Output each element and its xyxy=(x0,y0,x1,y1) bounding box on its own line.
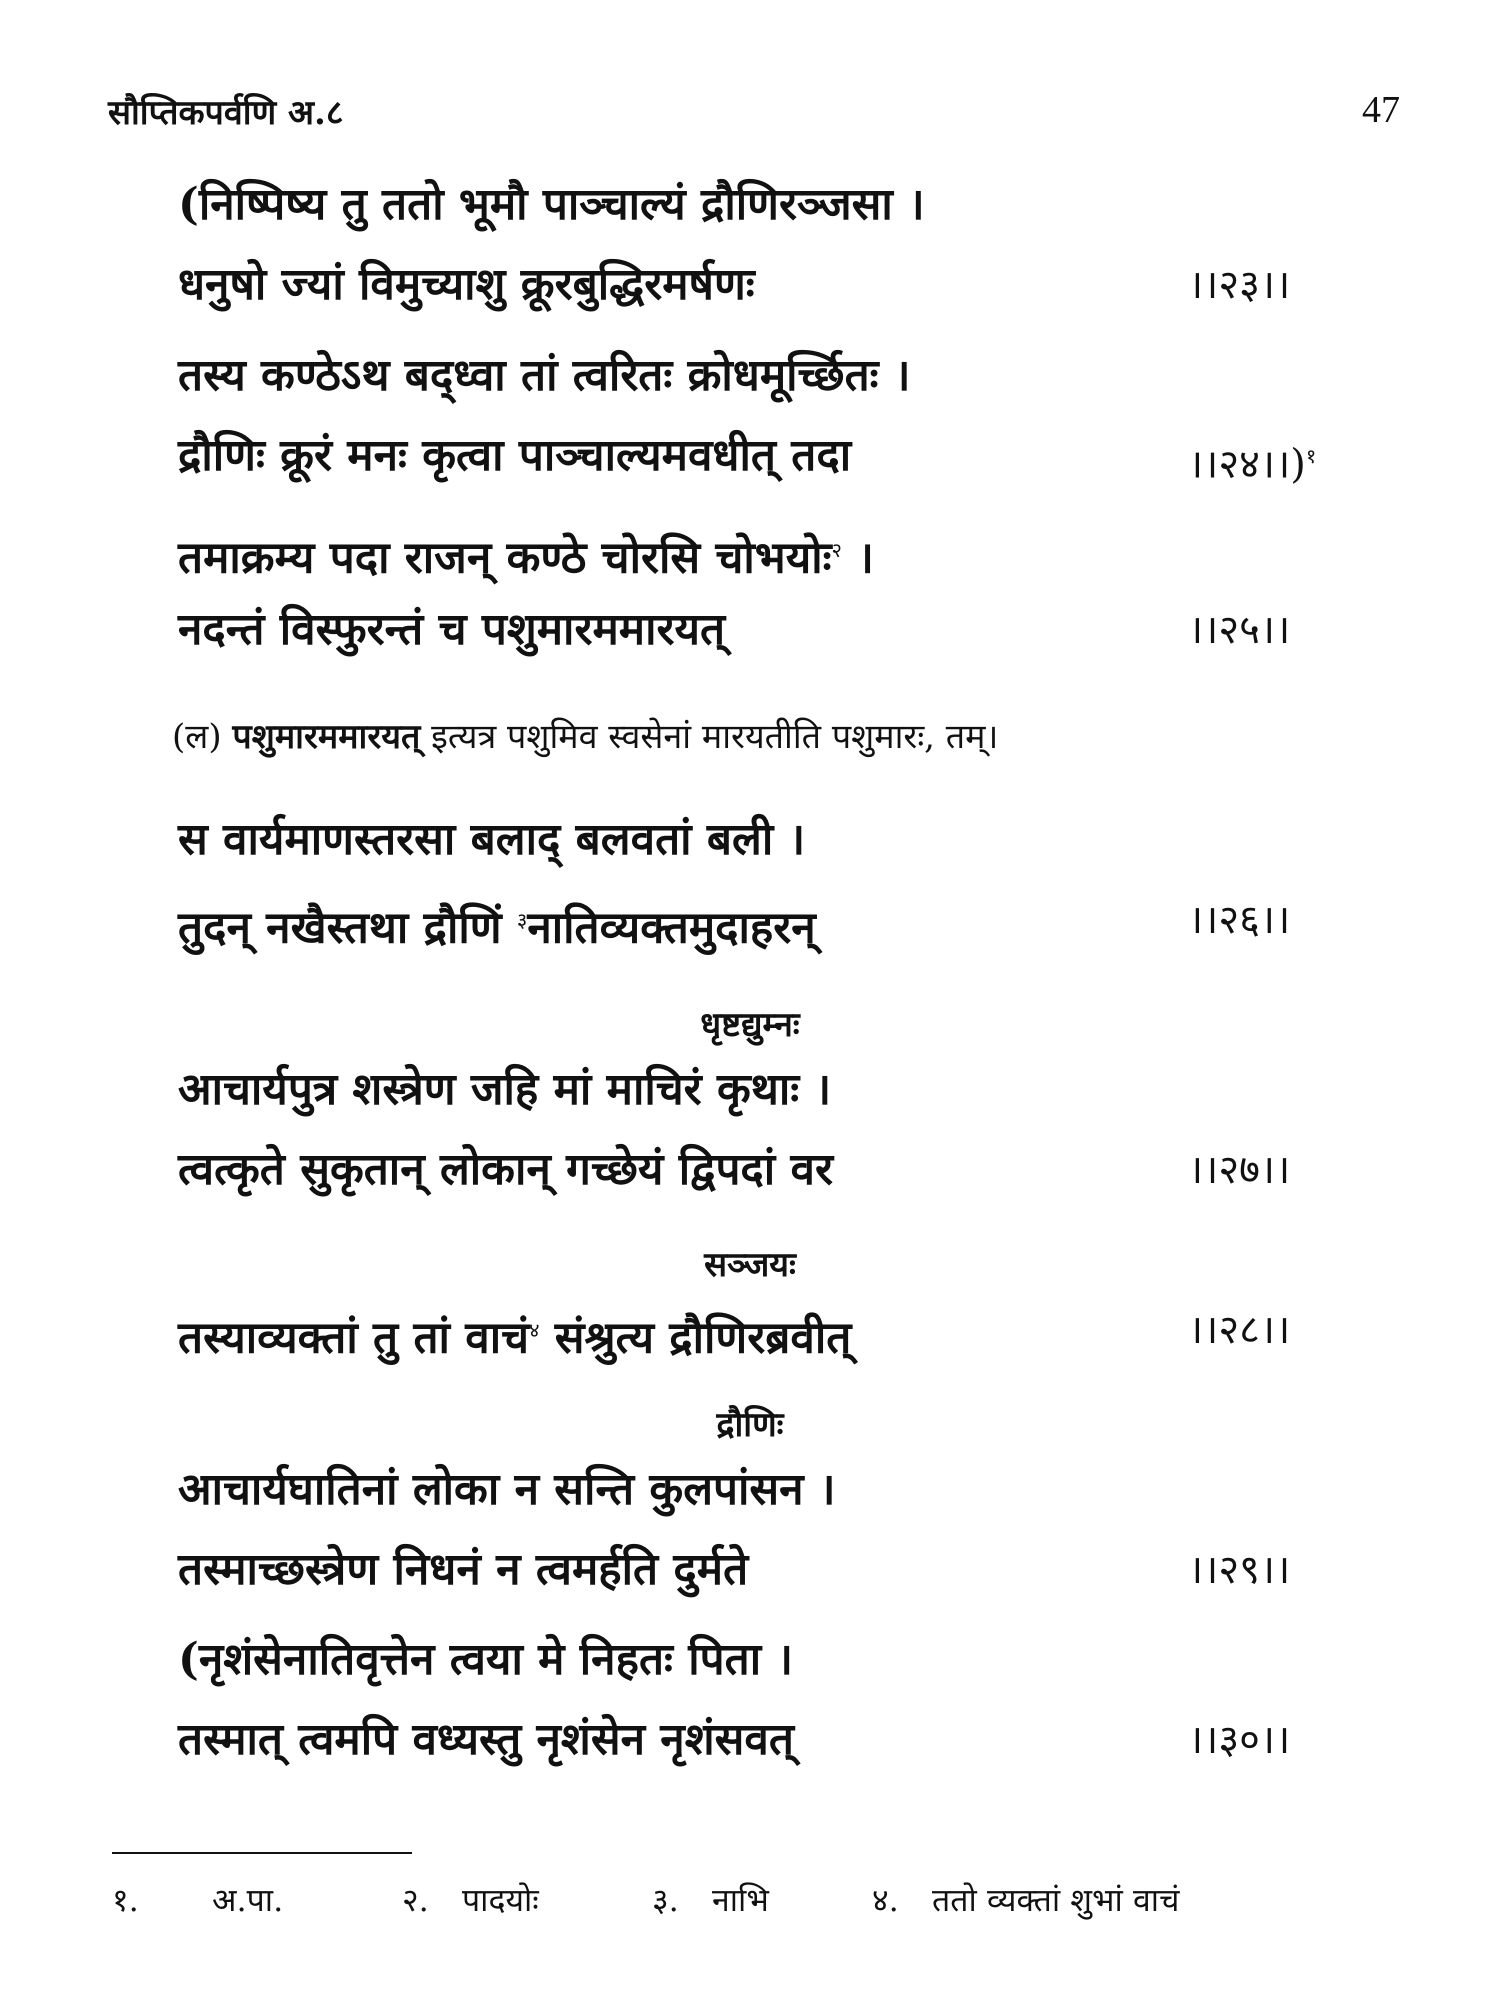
verse-line: आचार्यघातिनां लोका न सन्ति कुलपांसन । xyxy=(178,1464,836,1515)
verse-line: नदन्तं विस्फुरन्तं च पशुमारममारयत् ।।२५।। xyxy=(178,590,1378,670)
verse-line: तस्याव्यक्तां तु तां वाचं$^४$ संश्रुत्य द्रौणिरब्रवीत् ।।२८।। xyxy=(178,1290,1378,1370)
verse-number: ।।२३।। xyxy=(1188,262,1291,308)
verse-line: द्रौणिः क्रूरं मनः कृत्वा पाञ्चाल्यमवधीत् तदा ।।२४।।)$^१$ xyxy=(178,416,1378,496)
verse-30 xyxy=(178,1620,1378,1780)
verse-line: तस्मात् त्वमपि वध्यस्तु नृशंसेन नृशंसवत् ।।३०।। xyxy=(178,1700,1378,1780)
footnote-text: नाभि xyxy=(712,1881,769,1919)
verse-line: तस्माच्छस्त्रेण निधनं न त्वमर्हति दुर्मते ।।२९।। xyxy=(178,1530,1378,1610)
verse-line: (नृशंसेनातिवृत्तेन त्वया मे निहतः पिता । xyxy=(178,1634,794,1685)
verse-number: ।।२७।। xyxy=(1188,1147,1291,1193)
verse-27 xyxy=(178,1050,1378,1210)
verse-number: ।।२९।। xyxy=(1188,1547,1291,1593)
verse-line: आचार्यपुत्र शस्त्रेण जहि मां माचिरं कृथाः । xyxy=(178,1064,832,1115)
verse-26 xyxy=(178,800,1378,960)
footnote-number: ३. xyxy=(652,1881,679,1919)
speaker-dhrishtadyumna: धृष्टद्युम्नः xyxy=(700,1005,800,1045)
verse-line: (निष्पिष्य तु ततो भूमौ पाञ्चाल्यं द्रौणिरञ्जसा । xyxy=(178,179,925,230)
footnote-marker: १ xyxy=(1305,444,1317,468)
commentary-marker: (ल) xyxy=(172,717,222,757)
verse-line: स वार्यमाणस्तरसा बलाद् बलवतां बली । xyxy=(178,814,806,865)
commentary-text: इत्यत्र पशुमिव स्वसेनां मारयतीति पशुमारः, तम्। xyxy=(431,717,999,757)
commentary-keyword: पशुमारममारयत् xyxy=(232,717,421,757)
footnote-marker: २ xyxy=(831,538,842,562)
verse-28 xyxy=(178,1290,1378,1370)
verse-line: तुदन् नखैस्तथा द्रौणिं $^३$नातिव्यक्तमुदाहरन् ।।२६।। xyxy=(178,880,1378,960)
verse-number: ।।२८।। xyxy=(1188,1307,1291,1353)
footnote-number: २. xyxy=(402,1881,429,1919)
commentary-note xyxy=(172,712,998,758)
footnote-divider xyxy=(112,1852,412,1854)
verse-25 xyxy=(178,510,1378,670)
verse-line: धनुषो ज्यां विमुच्याशु क्रूरबुद्धिरमर्षणः ।।२३।। xyxy=(178,245,1378,325)
footnote-text: पादयोः xyxy=(462,1881,539,1919)
footnote-marker: ३ xyxy=(516,908,528,932)
footnote-text: अ.पा. xyxy=(212,1881,284,1919)
verse-line: तमाक्रम्य पदा राजन् कण्ठे चोरसि चोभयोः$^२$ । xyxy=(178,532,874,584)
verse-number: ।।२६।। xyxy=(1188,897,1291,943)
footnote-text: ततो व्यक्तां शुभां वाचं xyxy=(932,1881,1180,1919)
verse-29 xyxy=(178,1450,1378,1610)
page-header xyxy=(108,88,1400,148)
footnote-number: १. xyxy=(112,1881,139,1919)
verse-number: ।।२५।। xyxy=(1188,607,1291,653)
verse-line: तस्य कण्ठेऽथ बद्ध्वा तां त्वरितः क्रोधमूर्च्छितः । xyxy=(178,350,911,401)
running-head: सौप्तिकपर्वणि अ.८ xyxy=(108,93,344,133)
speaker-sanjaya: सञ्जयः xyxy=(704,1245,796,1285)
verse-number: ।।३०।। xyxy=(1188,1717,1291,1763)
footnote-number: ४. xyxy=(872,1881,899,1919)
verse-number: ।।२४।।)$^१$ xyxy=(1188,441,1317,488)
footnote-marker: ४ xyxy=(529,1318,540,1342)
page-number: 47 xyxy=(1362,89,1400,131)
verse-24 xyxy=(178,336,1378,496)
verse-line: त्वत्कृते सुकृतान् लोकान् गच्छेयं द्विपदां वर ।।२७।। xyxy=(178,1130,1378,1210)
verse-23 xyxy=(178,165,1378,325)
speaker-drauni: द्रौणिः xyxy=(716,1405,784,1445)
